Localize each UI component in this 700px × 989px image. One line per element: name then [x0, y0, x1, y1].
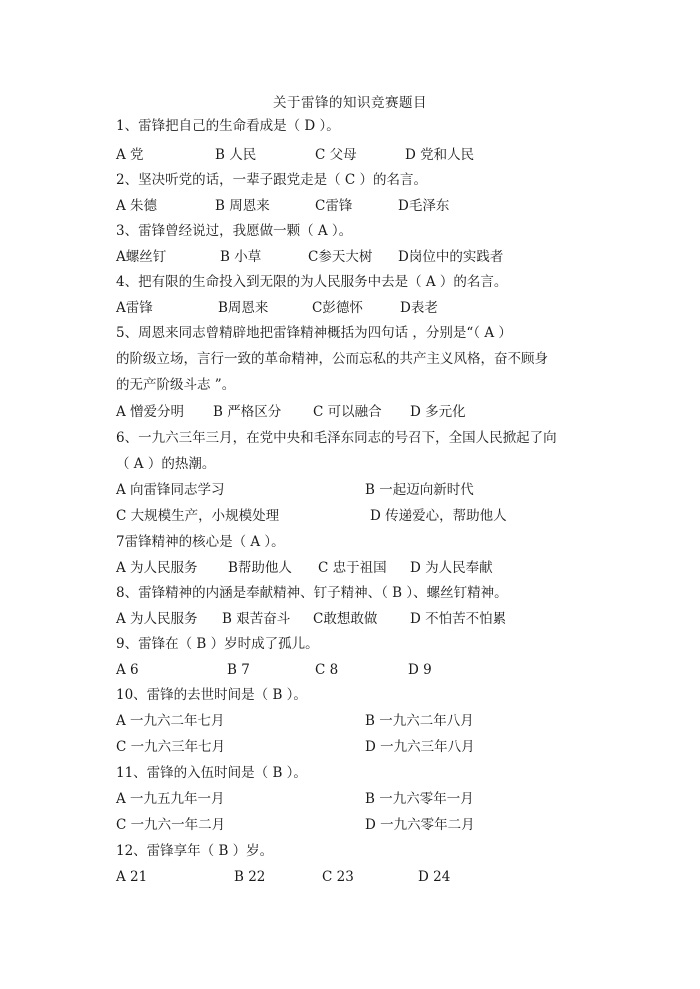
- q2-option-b: B 周恩来: [215, 198, 270, 214]
- q5-option-b: B 严格区分: [213, 404, 282, 420]
- q5-option-a: A 憎爱分明: [116, 404, 185, 420]
- q1-option-a: A 党: [116, 147, 144, 163]
- question-6-line-1: 6、一九六三年三月，在党中央和毛泽东同志的号召下，全国人民掀起了向: [116, 430, 557, 446]
- q9-option-b: B 7: [227, 662, 250, 678]
- q11-option-c: C 一九六一年二月: [116, 817, 226, 833]
- q11-option-d: D 一九六零年二月: [365, 817, 475, 833]
- q9-option-a: A 6: [116, 662, 139, 678]
- q2-option-d: D毛泽东: [398, 198, 450, 214]
- q9-option-c: C 8: [315, 662, 339, 678]
- q1-option-c: C 父母: [315, 147, 357, 163]
- question-5-line-3: 的无产阶级斗志 ”。: [116, 377, 236, 393]
- q3-option-d: D岗位中的实践者: [398, 249, 504, 265]
- q12-option-a: A 21: [116, 869, 148, 885]
- q4-option-c: C彭德怀: [312, 300, 363, 316]
- q8-option-d: D 不怕苦不怕累: [410, 611, 507, 627]
- q6-option-a: A 向雷锋同志学习: [116, 482, 225, 498]
- q2-option-a: A 朱德: [116, 198, 158, 214]
- question-5-line-2: 的阶级立场，言行一致的革命精神，公而忘私的共产主义风格，奋不顾身: [116, 351, 548, 367]
- q11-option-b: B 一九六零年一月: [365, 791, 474, 807]
- q7-option-a: A 为人民服务: [116, 560, 198, 576]
- q8-option-a: A 为人民服务: [116, 611, 198, 627]
- question-12: 12、雷锋享年（ B ）岁。: [116, 843, 274, 859]
- q12-option-b: B 22: [234, 869, 266, 885]
- question-3: 3、雷锋曾经说过，我愿做一颗（ A ）。: [116, 223, 353, 239]
- q4-option-b: B周恩来: [218, 300, 269, 316]
- q6-option-d: D 传递爱心，帮助他人: [370, 508, 507, 524]
- q7-option-d: D 为人民奉献: [410, 560, 493, 576]
- question-10: 10、雷锋的去世时间是（ B ）。: [116, 687, 307, 703]
- q8-option-b: B 艰苦奋斗: [222, 611, 291, 627]
- q5-option-c: C 可以融合: [313, 404, 382, 420]
- question-6-line-2: （ A ）的热潮。: [116, 456, 216, 472]
- question-9: 9、雷锋在（ B ）岁时成了孤儿。: [116, 636, 319, 652]
- q10-option-b: B 一九六二年八月: [365, 713, 474, 729]
- question-5-line-1: 5、周恩来同志曾精辟地把雷锋精神概括为四句话 ，分别是“（ A ）: [116, 325, 512, 341]
- q3-option-b: B 小草: [220, 249, 262, 265]
- q7-option-c: C 忠于祖国: [318, 560, 387, 576]
- q10-option-d: D 一九六三年八月: [365, 739, 475, 755]
- q10-option-a: A 一九六二年七月: [116, 713, 225, 729]
- q11-option-a: A 一九五九年一月: [116, 791, 225, 807]
- question-4: 4、把有限的生命投入到无限的为人民服务中去是（ A ）的名言。: [116, 274, 508, 290]
- document-title: 关于雷锋的知识竞赛题目: [273, 95, 427, 111]
- question-2: 2、坚决听党的话，一辈子跟党走是（ C ）的名言。: [116, 172, 428, 188]
- q12-option-c: C 23: [322, 869, 354, 885]
- q8-option-c: C敢想敢做: [313, 611, 378, 627]
- q6-option-c: C 大规模生产，小规模处理: [116, 508, 280, 524]
- question-7: 7雷锋精神的核心是（ A ）。: [116, 534, 285, 550]
- q10-option-c: C 一九六三年七月: [116, 739, 226, 755]
- q4-option-a: A雷锋: [116, 300, 153, 316]
- q6-option-b: B 一起迈向新时代: [365, 482, 474, 498]
- q1-option-d: D 党和人民: [405, 147, 475, 163]
- q9-option-d: D 9: [408, 662, 432, 678]
- q3-option-c: C参天大树: [308, 249, 373, 265]
- q5-option-d: D 多元化: [410, 404, 466, 420]
- question-8: 8、雷锋精神的内涵是奉献精神、钉子精神、（ B ）、螺丝钉精神。: [116, 585, 508, 601]
- q2-option-c: C雷锋: [315, 198, 353, 214]
- q12-option-d: D 24: [418, 869, 451, 885]
- question-11: 11、雷锋的入伍时间是（ B ）。: [116, 765, 307, 781]
- question-1: 1、雷锋把自己的生命看成是（ D ）。: [116, 118, 340, 134]
- q1-option-b: B 人民: [215, 147, 257, 163]
- q7-option-b: B帮助他人: [228, 560, 292, 576]
- q4-option-d: D表老: [400, 300, 438, 316]
- q3-option-a: A螺丝钉: [116, 249, 167, 265]
